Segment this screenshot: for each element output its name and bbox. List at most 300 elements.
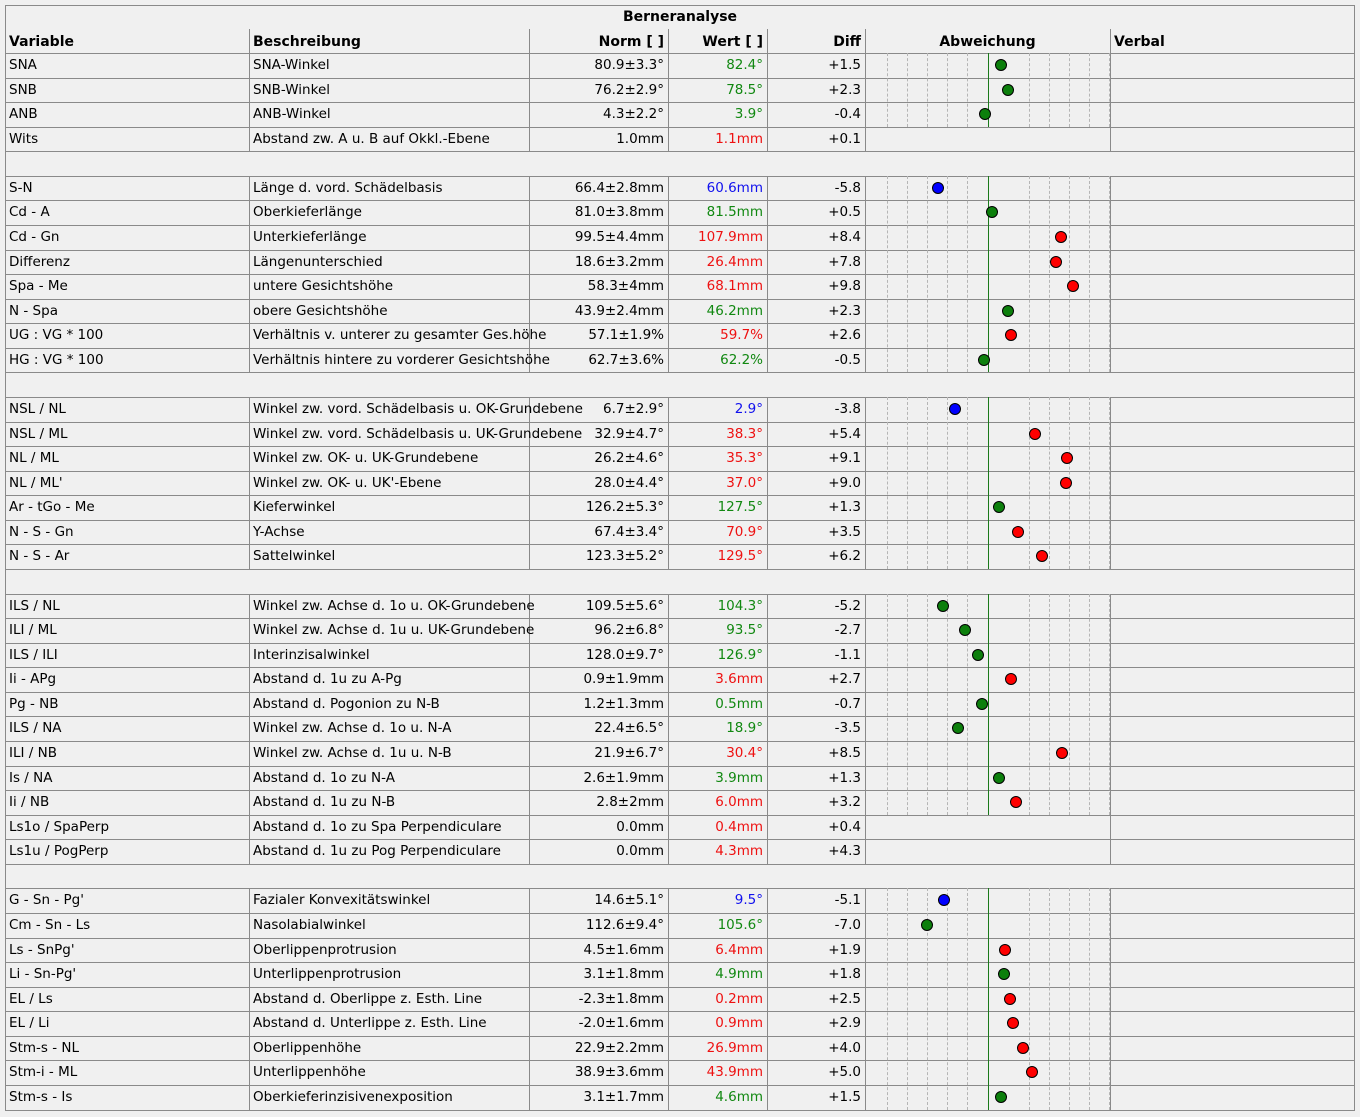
section-spacer — [5, 865, 1355, 889]
description-cell: Abstand d. Unterlippe z. Esth. Line — [253, 1015, 487, 1032]
verbal-cell — [1110, 766, 1355, 790]
norm-cell: 76.2±2.9° — [594, 81, 664, 98]
deviation-marker — [998, 968, 1010, 980]
diff-cell: +9.0 — [828, 474, 861, 491]
diff-cell: +1.5 — [828, 57, 861, 73]
variable-cell: Stm-s - NL — [9, 1039, 79, 1056]
verbal-cell — [1110, 471, 1355, 495]
variable-cell: NL / ML' — [9, 474, 63, 491]
value-cell: 78.5° — [726, 81, 763, 98]
verbal-cell — [1110, 594, 1355, 618]
norm-cell: 99.5±4.4mm — [574, 228, 664, 245]
description-cell: Winkel zw. OK- u. UK'-Ebene — [253, 474, 442, 491]
verbal-cell — [1110, 987, 1355, 1011]
value-cell: 46.2mm — [706, 302, 763, 319]
deviation-grid-line — [1069, 176, 1070, 373]
variable-cell: ILI / NB — [9, 744, 57, 761]
deviation-grid-line — [947, 397, 948, 569]
variable-cell: N - Spa — [9, 302, 58, 319]
description-cell: SNA-Winkel — [253, 57, 330, 73]
diff-cell: +1.3 — [828, 499, 861, 516]
header-variable[interactable]: Variable — [9, 34, 74, 50]
diff-cell: +0.4 — [828, 818, 861, 835]
description-cell: Abstand d. Pogonion zu N-B — [253, 695, 440, 712]
diff-cell: +6.2 — [828, 548, 861, 565]
norm-cell: 109.5±5.6° — [585, 597, 664, 614]
deviation-marker — [952, 722, 964, 734]
section-spacer — [5, 152, 1355, 176]
description-cell: Winkel zw. Achse d. 1u u. UK-Grundebene — [253, 622, 535, 639]
verbal-cell — [1110, 913, 1355, 937]
norm-cell: 0.9±1.9mm — [583, 671, 664, 688]
deviation-marker — [993, 772, 1005, 784]
deviation-grid-line — [947, 53, 948, 127]
value-cell: 62.2% — [720, 351, 763, 368]
description-cell: Oberlippenhöhe — [253, 1039, 362, 1056]
diff-cell: +2.5 — [828, 990, 861, 1007]
header-wert[interactable]: Wert [ ] — [702, 34, 763, 50]
variable-cell: N - S - Ar — [9, 548, 70, 565]
diff-cell: +2.3 — [828, 81, 861, 98]
verbal-cell — [1110, 643, 1355, 667]
deviation-marker — [949, 403, 961, 415]
section-spacer — [5, 570, 1355, 594]
value-cell: 1.1mm — [715, 130, 763, 147]
deviation-grid-line — [887, 176, 888, 373]
value-cell: 43.9mm — [706, 1064, 763, 1081]
verbal-cell — [1110, 323, 1355, 347]
variable-cell: NL / ML — [9, 450, 59, 467]
variable-cell: NSL / ML — [9, 425, 68, 442]
deviation-marker — [959, 624, 971, 636]
diff-cell: -7.0 — [834, 916, 861, 933]
description-cell: Längenunterschied — [253, 253, 383, 270]
row-separator — [5, 1110, 1355, 1111]
norm-cell: 112.6±9.4° — [585, 916, 664, 933]
deviation-grid-line — [967, 397, 968, 569]
value-cell: 68.1mm — [706, 278, 763, 295]
value-cell: 9.5° — [734, 892, 763, 909]
verbal-cell — [1110, 692, 1355, 716]
verbal-cell — [1110, 667, 1355, 691]
verbal-cell — [1110, 446, 1355, 470]
variable-cell: ANB — [9, 106, 38, 123]
deviation-marker — [976, 698, 988, 710]
deviation-grid-line — [887, 888, 888, 1109]
deviation-grid-line — [1029, 397, 1030, 569]
deviation-grid-line — [1029, 594, 1030, 815]
verbal-cell — [1110, 618, 1355, 642]
description-cell: Länge d. vord. Schädelbasis — [253, 179, 443, 196]
diff-cell: +8.4 — [828, 228, 861, 245]
deviation-grid-line — [907, 397, 908, 569]
verbal-cell — [1110, 888, 1355, 912]
deviation-marker — [938, 894, 950, 906]
diff-cell: +2.3 — [828, 302, 861, 319]
deviation-marker — [978, 354, 990, 366]
norm-cell: 14.6±5.1° — [594, 892, 664, 909]
deviation-marker — [1010, 796, 1022, 808]
diff-cell: -1.1 — [834, 646, 861, 663]
verbal-cell — [1110, 348, 1355, 372]
norm-cell: 43.9±2.4mm — [574, 302, 664, 319]
verbal-cell — [1110, 938, 1355, 962]
deviation-marker — [1060, 477, 1072, 489]
deviation-marker — [1067, 280, 1079, 292]
norm-cell: 6.7±2.9° — [602, 400, 664, 417]
value-cell: 0.4mm — [715, 818, 763, 835]
variable-cell: Ii / NB — [9, 794, 50, 811]
norm-cell: 22.9±2.2mm — [574, 1039, 664, 1056]
deviation-marker — [1005, 329, 1017, 341]
deviation-marker — [1012, 526, 1024, 538]
verbal-cell — [1110, 102, 1355, 126]
verbal-cell — [1110, 299, 1355, 323]
deviation-grid-line — [1049, 53, 1050, 127]
verbal-cell — [1110, 250, 1355, 274]
table-title: Berneranalyse — [622, 9, 738, 25]
diff-cell: -3.8 — [834, 400, 861, 417]
diff-cell: +1.3 — [828, 769, 861, 786]
deviation-grid-line — [1029, 176, 1030, 373]
variable-cell: Wits — [9, 130, 39, 147]
deviation-marker — [972, 649, 984, 661]
description-cell: Winkel zw. OK- u. UK-Grundebene — [253, 450, 479, 467]
description-cell: Nasolabialwinkel — [253, 916, 366, 933]
deviation-grid-line — [927, 397, 928, 569]
deviation-marker — [1050, 256, 1062, 268]
value-cell: 0.2mm — [715, 990, 763, 1007]
deviation-center-line — [988, 176, 989, 373]
norm-cell: 62.7±3.6% — [588, 351, 664, 368]
description-cell: untere Gesichtshöhe — [253, 278, 394, 295]
value-cell: 6.4mm — [715, 941, 763, 958]
norm-cell: 81.0±3.8mm — [574, 204, 664, 221]
norm-cell: 3.1±1.8mm — [583, 966, 664, 983]
deviation-grid-line — [1069, 594, 1070, 815]
deviation-grid-line — [907, 888, 908, 1109]
norm-cell: 66.4±2.8mm — [574, 179, 664, 196]
outer-border-left — [5, 5, 6, 1110]
deviation-grid-line — [947, 176, 948, 373]
verbal-cell — [1110, 544, 1355, 568]
norm-cell: 2.8±2mm — [596, 794, 664, 811]
norm-cell: 0.0mm — [616, 843, 664, 860]
norm-cell: 80.9±3.3° — [594, 57, 664, 73]
header-norm[interactable]: Norm [ ] — [598, 34, 664, 50]
diff-cell: +3.2 — [828, 794, 861, 811]
norm-cell: 26.2±4.6° — [594, 450, 664, 467]
norm-cell: -2.0±1.6mm — [578, 1015, 664, 1032]
description-cell: Abstand d. 1o zu Spa Perpendiculare — [253, 818, 502, 835]
diff-cell: -0.5 — [834, 351, 861, 368]
description-cell: Abstand d. 1o zu N-A — [253, 769, 395, 786]
verbal-cell — [1110, 225, 1355, 249]
value-cell: 38.3° — [726, 425, 763, 442]
diff-cell: +2.9 — [828, 1015, 861, 1032]
deviation-grid-line — [1049, 397, 1050, 569]
description-cell: Winkel zw. Achse d. 1u u. N-B — [253, 744, 452, 761]
verbal-cell — [1110, 274, 1355, 298]
variable-cell: G - Sn - Pg' — [9, 892, 84, 909]
deviation-marker — [995, 1091, 1007, 1103]
diff-cell: +4.3 — [828, 843, 861, 860]
verbal-cell — [1110, 1060, 1355, 1084]
description-cell: Abstand zw. A u. B auf Okkl.-Ebene — [253, 130, 490, 147]
header-diff[interactable]: Diff — [833, 34, 861, 50]
norm-cell: 4.5±1.6mm — [583, 941, 664, 958]
description-cell: Abstand d. 1u zu N-B — [253, 794, 396, 811]
deviation-grid-line — [927, 53, 928, 127]
deviation-marker — [1017, 1042, 1029, 1054]
deviation-grid-line — [947, 594, 948, 815]
value-cell: 105.6° — [717, 916, 763, 933]
norm-cell: 32.9±4.7° — [594, 425, 664, 442]
variable-cell: NSL / NL — [9, 400, 66, 417]
norm-cell: -2.3±1.8mm — [578, 990, 664, 1007]
value-cell: 30.4° — [726, 744, 763, 761]
norm-cell: 22.4±6.5° — [594, 720, 664, 737]
value-cell: 18.9° — [726, 720, 763, 737]
norm-cell: 4.3±2.2° — [602, 106, 664, 123]
norm-cell: 2.6±1.9mm — [583, 769, 664, 786]
norm-cell: 123.3±5.2° — [585, 548, 664, 565]
deviation-marker — [993, 501, 1005, 513]
diff-cell: +0.1 — [828, 130, 861, 147]
variable-cell: UG : VG * 100 — [9, 327, 104, 344]
deviation-center-line — [988, 888, 989, 1109]
variable-cell: SNB — [9, 81, 37, 98]
deviation-marker — [932, 182, 944, 194]
variable-cell: Differenz — [9, 253, 70, 270]
deviation-grid-line — [1069, 888, 1070, 1109]
variable-cell: Cd - A — [9, 204, 50, 221]
diff-cell: -5.2 — [834, 597, 861, 614]
value-cell: 81.5mm — [706, 204, 763, 221]
value-cell: 35.3° — [726, 450, 763, 467]
deviation-marker — [937, 600, 949, 612]
variable-cell: Ls - SnPg' — [9, 941, 75, 958]
norm-cell: 28.0±4.4° — [594, 474, 664, 491]
norm-cell: 21.9±6.7° — [594, 744, 664, 761]
deviation-marker — [1029, 428, 1041, 440]
description-cell: Unterlippenprotrusion — [253, 966, 402, 983]
deviation-marker — [1004, 993, 1016, 1005]
norm-cell: 126.2±5.3° — [585, 499, 664, 516]
variable-cell: Pg - NB — [9, 695, 59, 712]
value-cell: 107.9mm — [698, 228, 763, 245]
description-cell: Verhältnis v. unterer zu gesamter Ges.höhe — [253, 327, 547, 344]
diff-cell: -3.5 — [834, 720, 861, 737]
verbal-cell — [1110, 520, 1355, 544]
description-cell: Winkel zw. Achse d. 1o u. N-A — [253, 720, 452, 737]
deviation-marker — [1036, 550, 1048, 562]
deviation-grid-line — [887, 594, 888, 815]
description-cell: Y-Achse — [253, 523, 305, 540]
deviation-grid-line — [1049, 176, 1050, 373]
deviation-grid-line — [1089, 397, 1090, 569]
diff-cell: +9.8 — [828, 278, 861, 295]
diff-cell: +1.9 — [828, 941, 861, 958]
diff-cell: +3.5 — [828, 523, 861, 540]
description-cell: Abstand d. Oberlippe z. Esth. Line — [253, 990, 483, 1007]
norm-cell: 57.1±1.9% — [588, 327, 664, 344]
verbal-cell — [1110, 815, 1355, 839]
variable-cell: Cd - Gn — [9, 228, 60, 245]
diff-cell: -0.4 — [834, 106, 861, 123]
variable-cell: Ls1u / PogPerp — [9, 843, 109, 860]
deviation-marker — [1005, 673, 1017, 685]
norm-cell: 0.0mm — [616, 818, 664, 835]
deviation-grid-line — [1069, 53, 1070, 127]
variable-cell: Is / NA — [9, 769, 53, 786]
description-cell: Abstand d. 1u zu Pog Perpendiculare — [253, 843, 501, 860]
diff-cell: +0.5 — [828, 204, 861, 221]
value-cell: 82.4° — [726, 57, 763, 73]
description-cell: obere Gesichtshöhe — [253, 302, 388, 319]
norm-cell: 96.2±6.8° — [594, 622, 664, 639]
deviation-grid-line — [887, 397, 888, 569]
diff-cell: +2.7 — [828, 671, 861, 688]
deviation-grid-line — [1089, 53, 1090, 127]
deviation-grid-line — [907, 53, 908, 127]
diff-cell: +5.0 — [828, 1064, 861, 1081]
value-cell: 104.3° — [717, 597, 763, 614]
verbal-cell — [1110, 962, 1355, 986]
deviation-marker — [1056, 747, 1068, 759]
deviation-grid-line — [1089, 176, 1090, 373]
diff-cell: -5.1 — [834, 892, 861, 909]
diff-cell: +4.0 — [828, 1039, 861, 1056]
deviation-marker — [986, 206, 998, 218]
value-cell: 26.9mm — [706, 1039, 763, 1056]
deviation-grid-line — [1049, 594, 1050, 815]
diff-cell: +9.1 — [828, 450, 861, 467]
header-abweichung[interactable]: Abweichung — [939, 34, 1036, 50]
verbal-cell — [1110, 741, 1355, 765]
header-verbal[interactable]: Verbal — [1114, 34, 1165, 50]
diff-cell: +5.4 — [828, 425, 861, 442]
verbal-cell — [1110, 397, 1355, 421]
diff-cell: -5.8 — [834, 179, 861, 196]
deviation-marker — [1002, 305, 1014, 317]
description-cell: Unterkieferlänge — [253, 228, 367, 245]
verbal-cell — [1110, 200, 1355, 224]
variable-cell: Cm - Sn - Ls — [9, 916, 91, 933]
description-cell: Abstand d. 1u zu A-Pg — [253, 671, 402, 688]
deviation-grid-line — [1029, 53, 1030, 127]
deviation-grid-line — [907, 594, 908, 815]
variable-cell: S-N — [9, 179, 33, 196]
value-cell: 37.0° — [726, 474, 763, 491]
variable-cell: ILI / ML — [9, 622, 57, 639]
diff-cell: -0.7 — [834, 695, 861, 712]
variable-cell: Li - Sn-Pg' — [9, 966, 77, 983]
deviation-marker — [921, 919, 933, 931]
variable-cell: SNA — [9, 57, 37, 73]
value-cell: 6.0mm — [715, 794, 763, 811]
verbal-cell — [1110, 78, 1355, 102]
deviation-grid-line — [967, 53, 968, 127]
value-cell: 93.5° — [726, 622, 763, 639]
norm-cell: 67.4±3.4° — [594, 523, 664, 540]
deviation-marker — [1055, 231, 1067, 243]
deviation-grid-line — [887, 53, 888, 127]
value-cell: 4.6mm — [715, 1088, 763, 1105]
variable-cell: EL / Ls — [9, 990, 53, 1007]
verbal-cell — [1110, 53, 1355, 77]
value-cell: 26.4mm — [706, 253, 763, 270]
norm-cell: 1.0mm — [616, 130, 664, 147]
variable-cell: ILS / NL — [9, 597, 60, 614]
norm-cell: 58.3±4mm — [587, 278, 664, 295]
deviation-grid-line — [967, 888, 968, 1109]
verbal-cell — [1110, 495, 1355, 519]
diff-cell: +2.6 — [828, 327, 861, 344]
diff-cell: -2.7 — [834, 622, 861, 639]
verbal-cell — [1110, 790, 1355, 814]
value-cell: 2.9° — [734, 400, 763, 417]
verbal-cell — [1110, 127, 1355, 151]
deviation-marker — [1061, 452, 1073, 464]
value-cell: 59.7% — [720, 327, 763, 344]
value-cell: 4.3mm — [715, 843, 763, 860]
deviation-grid-line — [927, 176, 928, 373]
description-cell: SNB-Winkel — [253, 81, 331, 98]
deviation-grid-line — [1089, 594, 1090, 815]
verbal-cell — [1110, 1036, 1355, 1060]
variable-cell: Stm-s - Is — [9, 1088, 73, 1105]
deviation-marker — [999, 944, 1011, 956]
value-cell: 129.5° — [717, 548, 763, 565]
description-cell: Oberlippenprotrusion — [253, 941, 397, 958]
diff-cell: +7.8 — [828, 253, 861, 270]
verbal-cell — [1110, 839, 1355, 863]
section-spacer — [5, 373, 1355, 397]
description-cell: Interinzisalwinkel — [253, 646, 370, 663]
diff-cell: +1.5 — [828, 1088, 861, 1105]
norm-cell: 18.6±3.2mm — [574, 253, 664, 270]
norm-cell: 128.0±9.7° — [585, 646, 664, 663]
description-cell: Oberkieferlänge — [253, 204, 362, 221]
deviation-marker — [1002, 84, 1014, 96]
value-cell: 3.6mm — [715, 671, 763, 688]
variable-cell: Stm-i - ML — [9, 1064, 78, 1081]
deviation-grid-line — [1089, 888, 1090, 1109]
description-cell: Winkel zw. vord. Schädelbasis u. UK-Grundebene — [253, 425, 583, 442]
description-cell: Verhältnis hintere zu vorderer Gesichtshöhe — [253, 351, 550, 368]
norm-cell: 1.2±1.3mm — [583, 695, 664, 712]
header-beschreibung[interactable]: Beschreibung — [253, 34, 361, 50]
description-cell: Winkel zw. vord. Schädelbasis u. OK-Grundebene — [253, 400, 583, 417]
value-cell: 60.6mm — [706, 179, 763, 196]
deviation-center-line — [988, 594, 989, 815]
variable-cell: Spa - Me — [9, 278, 68, 295]
description-cell: Oberkieferinzisivenexposition — [253, 1088, 453, 1105]
verbal-cell — [1110, 422, 1355, 446]
value-cell: 127.5° — [717, 499, 763, 516]
variable-cell: Ar - tGo - Me — [9, 499, 95, 516]
outer-border-top — [5, 5, 1355, 6]
berner-analysis-table — [5, 5, 1355, 1111]
deviation-grid-line — [907, 176, 908, 373]
variable-cell: Ls1o / SpaPerp — [9, 818, 110, 835]
deviation-grid-line — [967, 176, 968, 373]
value-cell: 4.9mm — [715, 966, 763, 983]
description-cell: Winkel zw. Achse d. 1o u. OK-Grundebene — [253, 597, 535, 614]
value-cell: 70.9° — [726, 523, 763, 540]
deviation-marker — [1026, 1066, 1038, 1078]
